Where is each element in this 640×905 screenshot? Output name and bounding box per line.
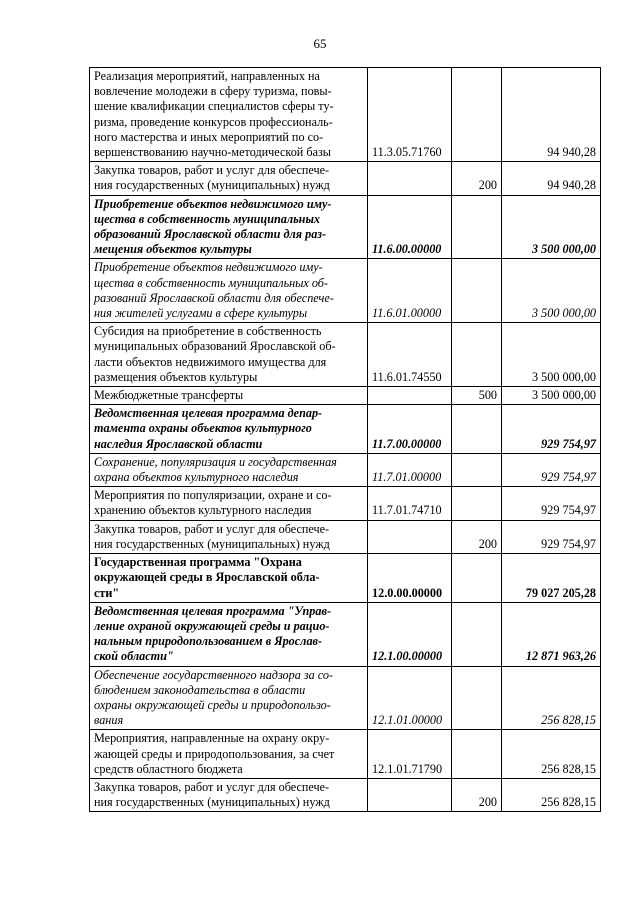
row-sum: 929 754,97 (502, 520, 601, 553)
row-name (90, 387, 368, 405)
row-name-line: Ведомственная целевая программа "Управ- (94, 603, 331, 618)
row-code: 11.3.05.71760 (368, 68, 452, 162)
row-sum: 94 940,28 (502, 68, 601, 162)
row-name-line: наследия Ярославской области (94, 436, 263, 451)
row-expense-type (452, 730, 502, 779)
row-name-line: сти" (94, 585, 120, 600)
row-sum: 3 500 000,00 (502, 259, 601, 323)
row-name-line: блюдением законодательства в области (94, 682, 306, 697)
row-name-line: Ведомственная целевая программа депар- (94, 406, 323, 421)
row-name-line: щества в собственность муниципальных об- (94, 275, 328, 290)
row-expense-type (452, 405, 502, 454)
row-name-line: Закупка товаров, работ и услуг для обеспече- (94, 779, 330, 794)
row-code (368, 520, 452, 553)
row-name-line: ласти объектов недвижимого имущества для (94, 354, 327, 369)
row-code: 11.7.01.74710 (368, 487, 452, 520)
row-name-line: ния жителей услугами в сфере культуры (94, 306, 308, 321)
row-sum: 3 500 000,00 (502, 323, 601, 387)
row-name-line: окружающей среды в Ярославской обла- (94, 570, 320, 585)
row-name-line: жающей среды и природопользования, за счет (94, 746, 335, 761)
table-row (90, 778, 601, 811)
row-code: 12.1.01.71790 (368, 730, 452, 779)
row-code: 12.1.01.00000 (368, 666, 452, 730)
row-name-line: Реализация мероприятий, направленных на (94, 69, 320, 83)
row-name (90, 554, 368, 603)
row-code: 11.6.01.74550 (368, 323, 452, 387)
row-name (90, 195, 368, 259)
row-name-line: Приобретение объектов недвижимого иму- (94, 196, 332, 211)
row-name (90, 487, 368, 520)
row-name-line: шение квалификации специалистов сферы ту- (94, 99, 334, 114)
row-name-line: средств областного бюджета (94, 761, 243, 776)
table-row (90, 259, 601, 323)
row-name-line: щества в собственность муниципальных (94, 211, 321, 226)
row-name-line: образований Ярославской области для раз- (94, 227, 327, 242)
row-code (368, 387, 452, 405)
row-sum: 94 940,28 (502, 162, 601, 195)
row-code: 12.1.00.00000 (368, 602, 452, 666)
row-name-line: охрана объектов культурного наследия (94, 470, 299, 485)
row-expense-type: 200 (452, 778, 502, 811)
row-sum: 929 754,97 (502, 405, 601, 454)
row-name-line: охраны окружающей среды и природопользо- (94, 697, 331, 712)
row-name-line: ного мастерства и иных мероприятий по со- (94, 129, 324, 144)
row-name-line: тамента охраны объектов культурного (94, 421, 312, 436)
budget-table-body (90, 68, 601, 812)
table-row (90, 68, 601, 162)
row-sum: 3 500 000,00 (502, 387, 601, 405)
row-sum: 256 828,15 (502, 730, 601, 779)
row-name-line: вершенствованию научно-методической базы (94, 145, 331, 160)
row-expense-type (452, 453, 502, 486)
row-expense-type: 200 (452, 520, 502, 553)
row-sum: 929 754,97 (502, 487, 601, 520)
row-name-line: ление охраной окружающей среды и рацио- (94, 618, 330, 633)
row-name-line: Обеспечение государственного надзора за со- (94, 667, 334, 682)
row-name (90, 520, 368, 553)
row-code: 11.7.01.00000 (368, 453, 452, 486)
table-row (90, 554, 601, 603)
row-name-line: разований Ярославской области для обеспече- (94, 290, 334, 305)
row-sum: 12 871 963,26 (502, 602, 601, 666)
row-name-line: ния государственных (муниципальных) нужд (94, 178, 330, 193)
table-row (90, 453, 601, 486)
row-sum: 929 754,97 (502, 453, 601, 486)
row-sum: 256 828,15 (502, 778, 601, 811)
row-expense-type: 500 (452, 387, 502, 405)
row-name-line: ния государственных (муниципальных) нужд (94, 536, 330, 551)
row-expense-type (452, 195, 502, 259)
row-code: 12.0.00.00000 (368, 554, 452, 603)
table-row (90, 666, 601, 730)
row-name (90, 162, 368, 195)
row-expense-type (452, 602, 502, 666)
row-expense-type (452, 259, 502, 323)
table-row (90, 195, 601, 259)
table-row (90, 730, 601, 779)
row-name-line: Приобретение объектов недвижимого иму- (94, 260, 323, 275)
row-name-line: хранению объектов культурного наследия (94, 503, 312, 518)
row-expense-type (452, 666, 502, 730)
row-name-line: Межбюджетные трансферты (94, 388, 244, 403)
table-row (90, 487, 601, 520)
row-name-line: нальным природопользованием в Ярослав- (94, 634, 323, 649)
row-expense-type (452, 554, 502, 603)
row-code: 11.6.00.00000 (368, 195, 452, 259)
table-row (90, 405, 601, 454)
row-expense-type (452, 487, 502, 520)
row-expense-type (452, 68, 502, 162)
row-sum: 3 500 000,00 (502, 195, 601, 259)
row-name-line: ризма, проведение конкурсов профессиональ- (94, 114, 333, 129)
row-expense-type (452, 323, 502, 387)
row-name-line: Мероприятия, направленные на охрану окру- (94, 731, 330, 746)
row-name-line: Закупка товаров, работ и услуг для обеспече- (94, 521, 330, 536)
table-row (90, 520, 601, 553)
row-code: 11.6.01.00000 (368, 259, 452, 323)
budget-table (89, 67, 601, 812)
table-row (90, 602, 601, 666)
row-name-line: мещения объектов культуры (94, 242, 252, 257)
row-name (90, 405, 368, 454)
row-name-line: вания (94, 713, 124, 728)
table-row (90, 162, 601, 195)
row-code (368, 778, 452, 811)
table-row (90, 323, 601, 387)
row-name (90, 602, 368, 666)
row-name (90, 68, 368, 162)
table-row (90, 387, 601, 405)
row-name-line: ния государственных (муниципальных) нужд (94, 795, 330, 810)
row-code (368, 162, 452, 195)
row-name (90, 778, 368, 811)
row-sum: 79 027 205,28 (502, 554, 601, 603)
row-name (90, 730, 368, 779)
row-name-line: Субсидия на приобретение в собственность (94, 324, 322, 339)
row-name-line: Государственная программа "Охрана (94, 555, 302, 570)
row-name (90, 666, 368, 730)
row-name-line: муниципальных образований Ярославской об- (94, 339, 336, 354)
row-expense-type: 200 (452, 162, 502, 195)
row-name-line: Закупка товаров, работ и услуг для обеспече- (94, 163, 330, 178)
row-name-line: Мероприятия по популяризации, охране и со- (94, 488, 332, 503)
row-name-line: размещения объектов культуры (94, 369, 258, 384)
row-name-line: Сохранение, популяризация и государственная (94, 454, 337, 469)
row-name-line: вовлечение молодежи в сферу туризма, повы- (94, 84, 332, 99)
row-name-line: ской области" (94, 649, 174, 664)
row-name (90, 259, 368, 323)
row-sum: 256 828,15 (502, 666, 601, 730)
page-number: 65 (313, 36, 327, 51)
row-name (90, 453, 368, 486)
row-code: 11.7.00.00000 (368, 405, 452, 454)
row-name (90, 323, 368, 387)
